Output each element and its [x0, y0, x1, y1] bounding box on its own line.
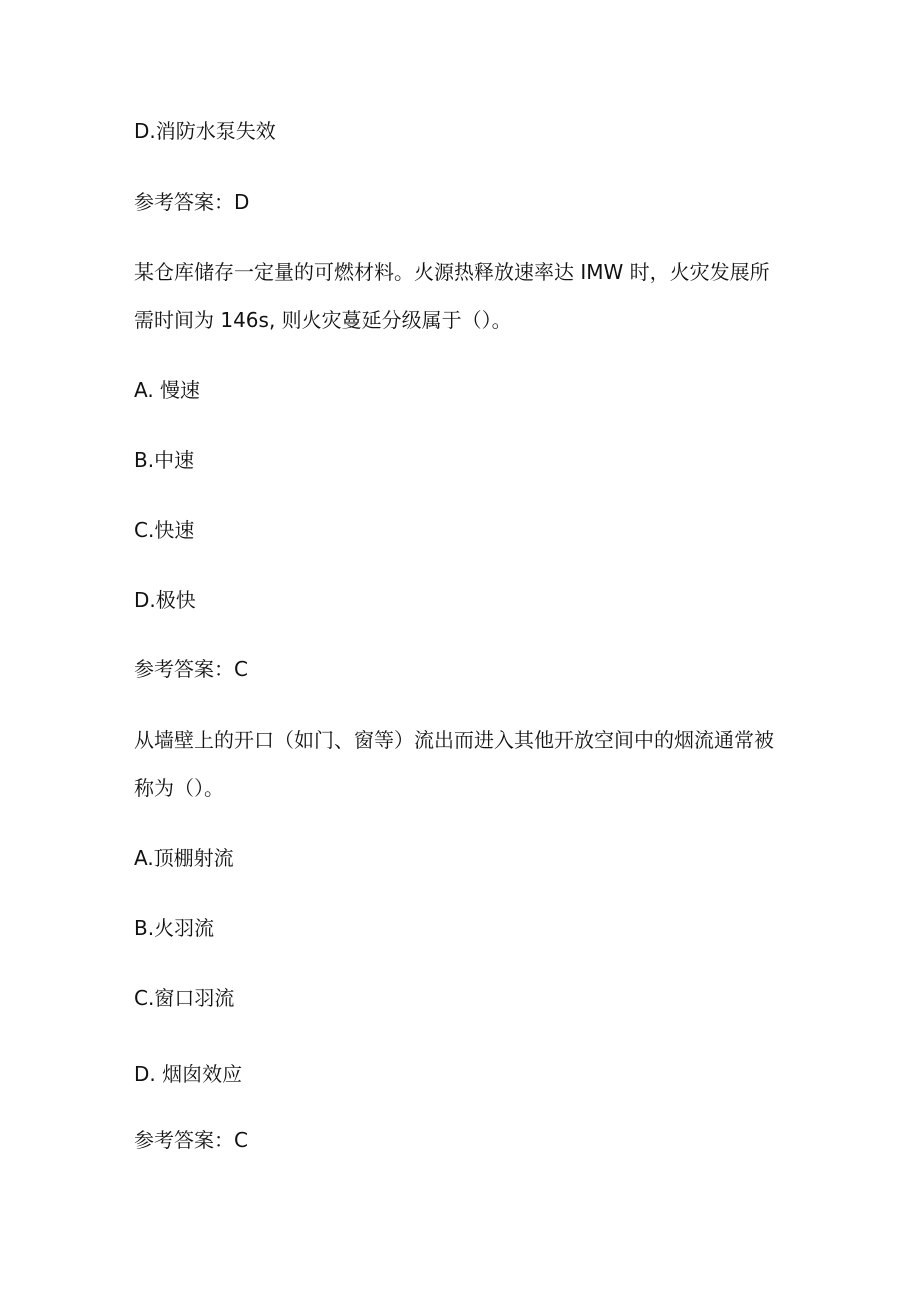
prev-option-d: D.消防水泵失效 [134, 119, 276, 143]
question-1-answer: 参考答案：C [134, 657, 248, 681]
question-1-option-d: D.极快 [134, 588, 196, 612]
question-1-option-b: B.中速 [134, 448, 195, 472]
question-2-answer: 参考答案：C [134, 1128, 248, 1152]
question-2-option-d: D. 烟囱效应 [134, 1062, 243, 1086]
question-2-option-a: A.顶棚射流 [134, 846, 234, 870]
question-2-option-c: C.窗口羽流 [134, 986, 235, 1010]
question-1-option-a: A. 慢速 [134, 378, 201, 402]
question-1-stem-line2: 需时间为 146s, 则火灾蔓延分级属于（）。 [134, 308, 512, 332]
question-1-stem-line1: 某仓库储存一定量的可燃材料。火源热释放速率达 IMW 时，火灾发展所 [134, 260, 770, 284]
question-2-stem-line2: 称为（）。 [134, 776, 224, 800]
question-2-stem-line1: 从墙壁上的开口（如门、窗等）流出而进入其他开放空间中的烟流通常被 [134, 728, 774, 752]
question-2-option-b: B.火羽流 [134, 916, 215, 940]
prev-answer: 参考答案：D [134, 190, 250, 214]
question-1-option-c: C.快速 [134, 518, 195, 542]
